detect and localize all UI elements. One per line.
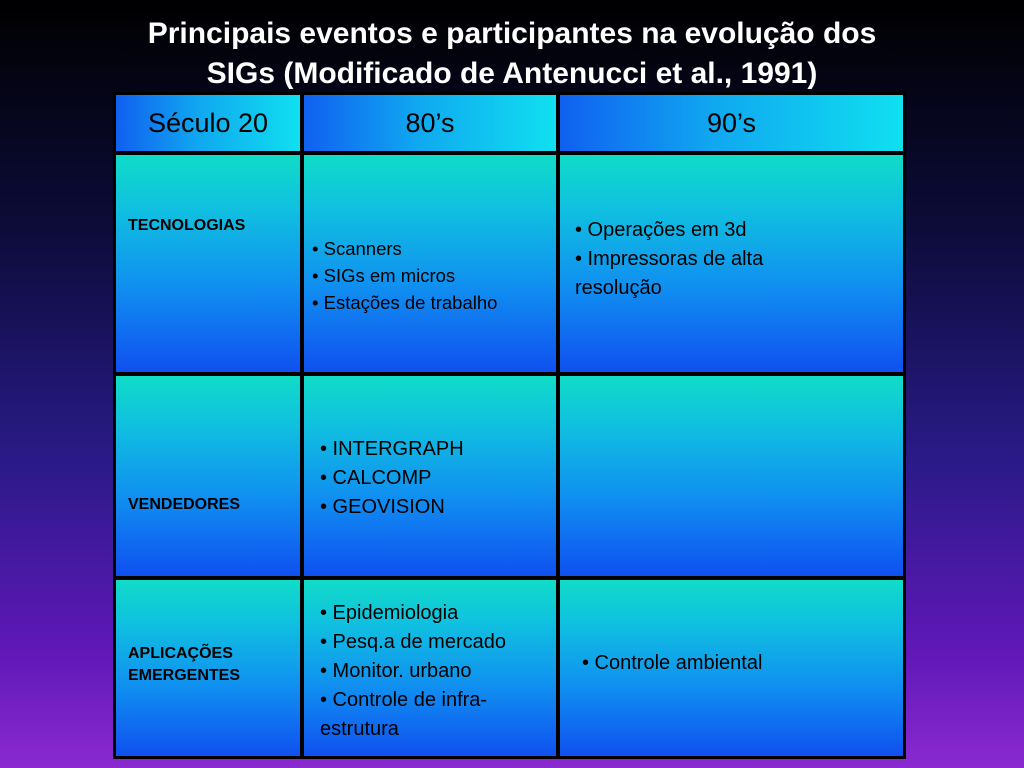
aplicacoes-90s-list <box>582 649 762 678</box>
list-item: • Controle ambiental <box>582 652 763 674</box>
aplicacoes-80s-cell <box>304 580 556 756</box>
list-item: • GEOVISION <box>320 496 445 518</box>
row-label-vendedores-cell <box>116 376 300 576</box>
aplicacoes-80s-list <box>320 599 506 744</box>
aplicacoes-90s-cell <box>560 580 903 756</box>
list-item: resolução <box>575 277 662 299</box>
row-label-line-2: EMERGENTES <box>128 667 241 684</box>
tecnologias-90s-cell <box>560 155 903 372</box>
slide-title <box>0 14 1024 94</box>
list-item: estrutura <box>320 718 399 740</box>
vendedores-90s-cell <box>560 376 903 576</box>
list-item: • Impressoras de alta <box>575 248 764 270</box>
row-label-tecnologias-cell <box>116 155 300 372</box>
header-80s: 80’s <box>304 95 556 151</box>
list-item: • Epidemiologia <box>320 602 459 624</box>
header-90s: 90’s <box>560 95 903 151</box>
list-item: • Operações em 3d <box>575 219 747 241</box>
row-label-aplicacoes <box>128 643 240 687</box>
vendedores-80s-list <box>320 435 464 522</box>
row-label-vendedores: VENDEDORES <box>128 496 241 513</box>
list-item: • CALCOMP <box>320 467 432 489</box>
tecnologias-80s-cell <box>304 155 556 372</box>
row-label-line-1: APLICAÇÕES <box>128 645 233 662</box>
list-item: • Controle de infra- <box>320 689 488 711</box>
title-line-2: SIGs (Modificado de Antenucci et al., 1991) <box>206 57 818 90</box>
list-item: • SIGs em micros <box>312 265 456 286</box>
vendedores-80s-cell <box>304 376 556 576</box>
tecnologias-90s-list <box>575 216 763 303</box>
list-item: • Estações de trabalho <box>312 292 498 313</box>
list-item: • Scanners <box>312 238 402 259</box>
tecnologias-80s-list <box>312 235 497 316</box>
row-label-aplicacoes-cell <box>116 580 300 756</box>
list-item: • Monitor. urbano <box>320 660 472 682</box>
row-label-tecnologias: TECNOLOGIAS <box>128 217 246 234</box>
list-item: • Pesq.a de mercado <box>320 631 506 653</box>
events-table <box>113 92 906 759</box>
title-line-1: Principais eventos e participantes na evolução dos <box>147 17 877 50</box>
header-seculo-20: Século 20 <box>116 95 300 151</box>
list-item: • INTERGRAPH <box>320 438 464 460</box>
